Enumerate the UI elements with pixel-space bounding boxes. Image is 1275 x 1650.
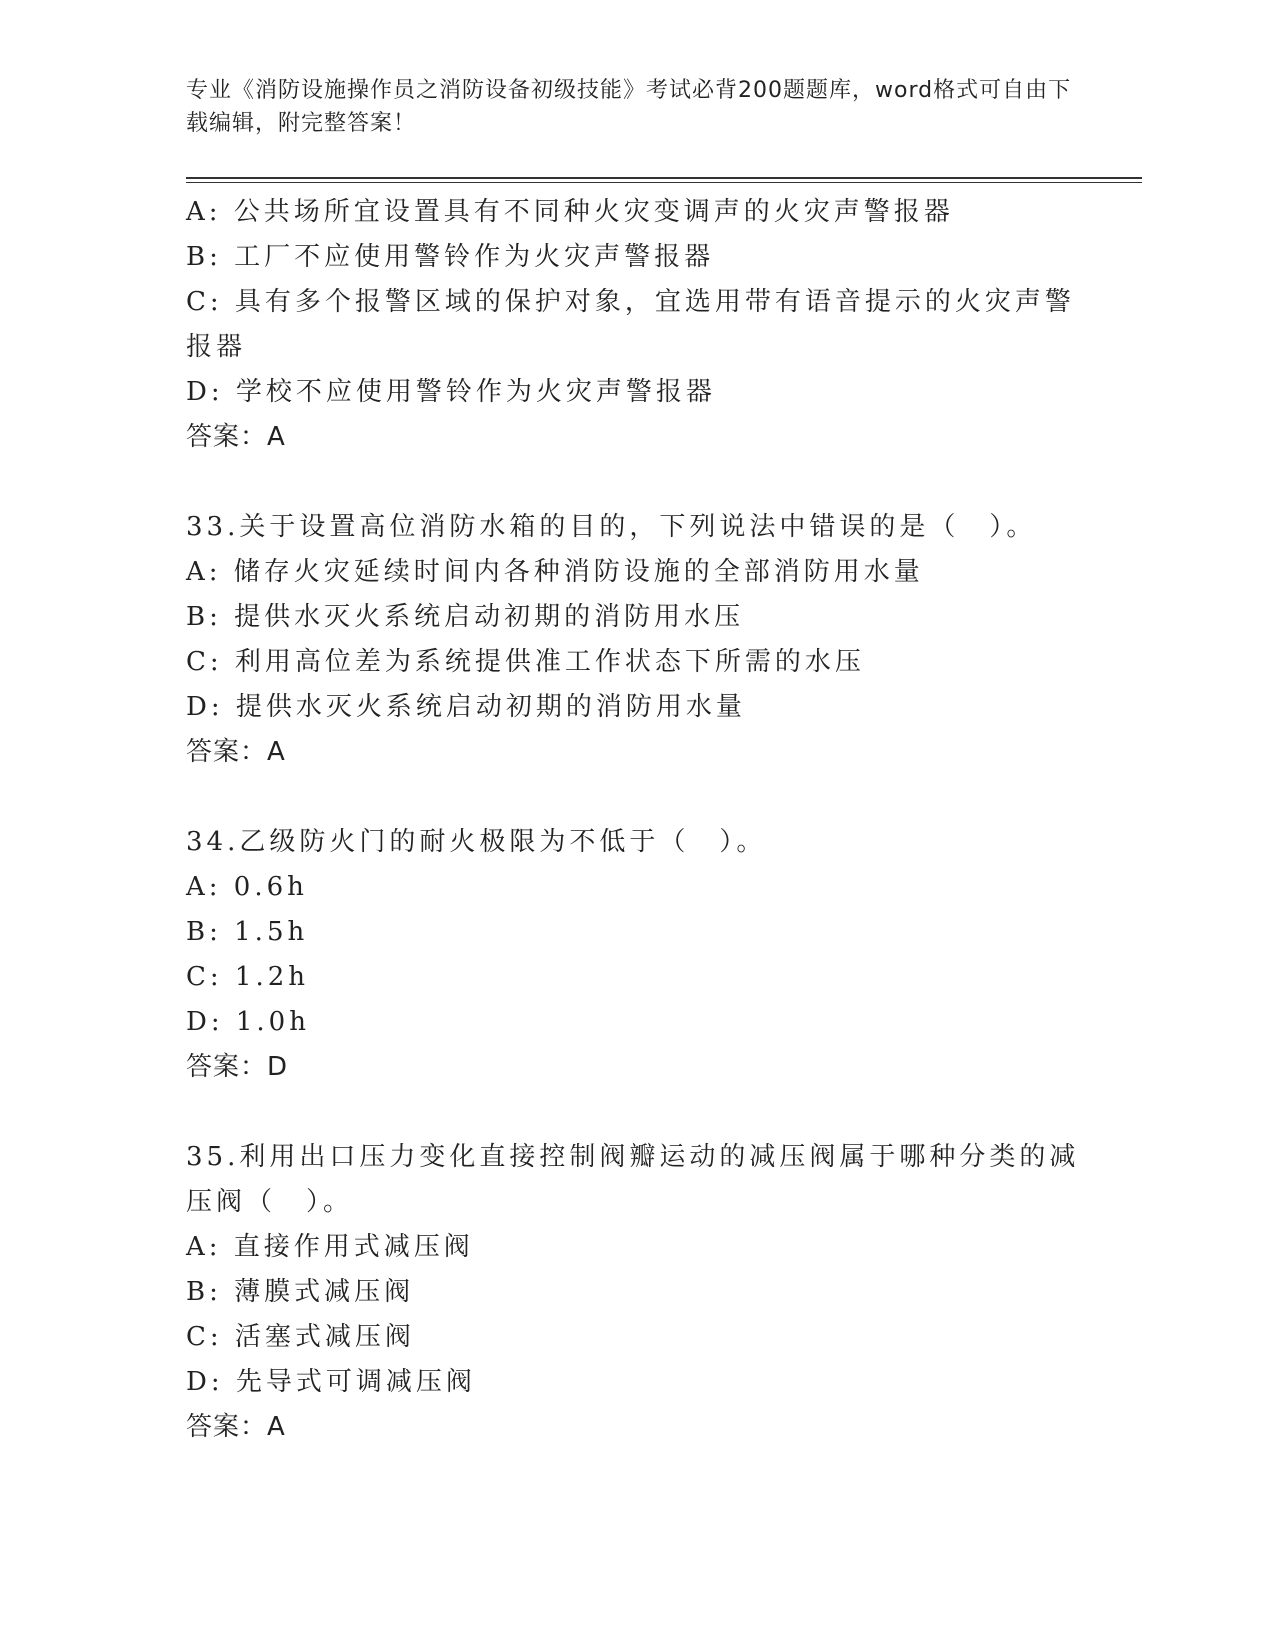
header-divider-thin: [186, 182, 1142, 183]
question-text: 33.关于设置高位消防水箱的目的，下列说法中错误的是（ ）。: [186, 512, 1037, 542]
question-block-34: [186, 820, 1086, 1090]
header-divider-thick: [186, 177, 1142, 179]
option-d: D: 先导式可调减压阀: [186, 1367, 476, 1397]
option-d: D: 提供水灭火系统启动初期的消防用水量: [186, 692, 746, 722]
option-a: A: 公共场所宜设置具有不同种火灾变调声的火灾声警报器: [186, 197, 954, 227]
question-block-32: [186, 190, 1086, 460]
option-c: C: 利用高位差为系统提供准工作状态下所需的水压: [186, 647, 865, 677]
option-d: D: 1.0h: [186, 1007, 310, 1037]
option-c: C: 具有多个报警区域的保护对象，宜选用带有语音提示的火灾声警报器: [186, 287, 1075, 362]
answer-line: 答案：A: [186, 422, 286, 452]
option-d: D: 学校不应使用警铃作为火灾声警报器: [186, 377, 716, 407]
option-b: B: 1.5h: [186, 917, 309, 947]
option-c: C: 活塞式减压阀: [186, 1322, 415, 1352]
question-list: [186, 190, 1086, 1450]
answer-line: 答案：D: [186, 1052, 289, 1082]
option-a: A: 直接作用式减压阀: [186, 1232, 474, 1262]
option-b: B: 薄膜式减压阀: [186, 1277, 415, 1307]
option-b: B: 提供水灭火系统启动初期的消防用水压: [186, 602, 745, 632]
answer-line: 答案：A: [186, 1412, 286, 1442]
answer-line: 答案：A: [186, 737, 286, 767]
question-text: 34.乙级防火门的耐火极限为不低于（ ）。: [186, 827, 767, 857]
question-text: 35.利用出口压力变化直接控制阀瓣运动的减压阀属于哪种分类的减压阀（ ）。: [186, 1142, 1080, 1217]
question-block-35: [186, 1135, 1086, 1450]
option-a: A: 0.6h: [186, 872, 308, 902]
option-c: C: 1.2h: [186, 962, 310, 992]
question-block-33: [186, 505, 1086, 775]
option-b: B: 工厂不应使用警铃作为火灾声警报器: [186, 242, 715, 272]
option-a: A: 储存火灾延续时间内各种消防设施的全部消防用水量: [186, 557, 924, 587]
document-header: 专业《消防设施操作员之消防设备初级技能》考试必背200题题库，word格式可自由下载编辑，附完整答案！: [186, 78, 1072, 136]
